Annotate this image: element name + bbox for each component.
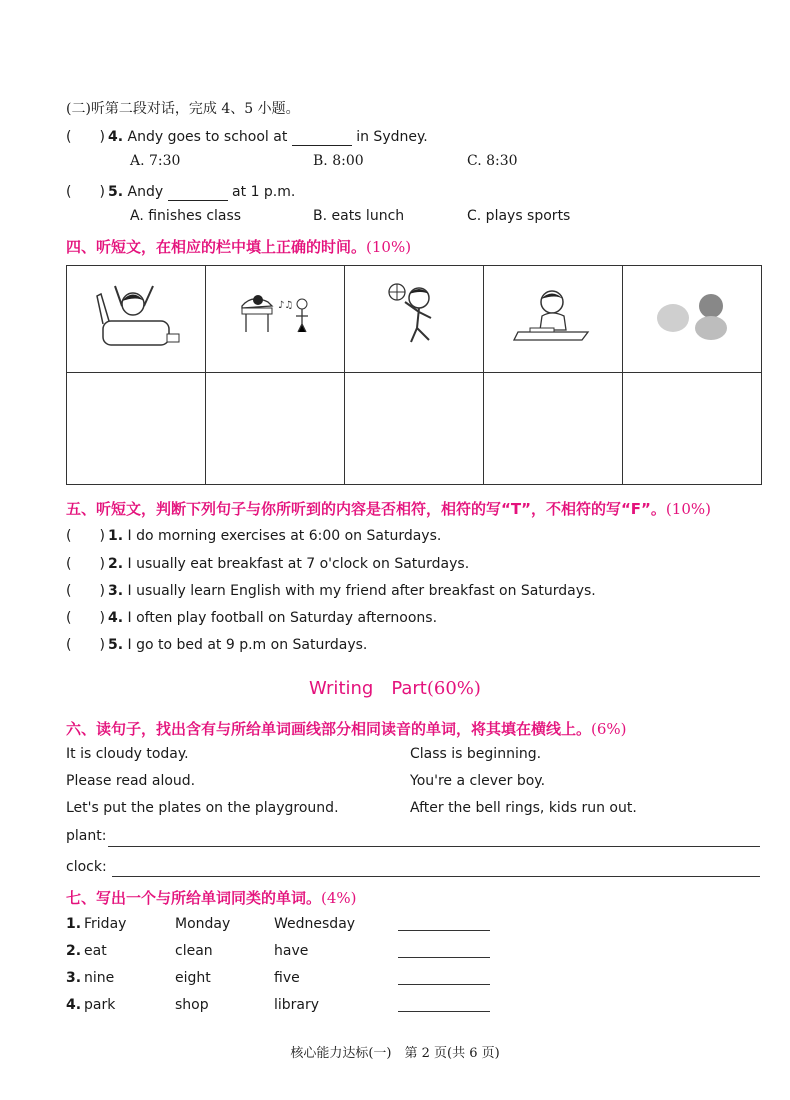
section-title-text: 六、读句子，找出含有与所给单词画线部分相同读音的单词，将其填在横线上。 — [66, 720, 592, 738]
section6-title — [66, 718, 627, 739]
answer-line[interactable] — [398, 957, 490, 958]
answer-blank[interactable] — [168, 186, 228, 201]
time-answer-cell-2[interactable] — [206, 373, 345, 485]
question-text-post: in Sydney. — [356, 129, 428, 145]
item-number: 4. — [108, 610, 124, 626]
question-5 — [66, 181, 295, 201]
word-1: eat — [84, 943, 107, 959]
item-text: I often play football on Saturday afternoons. — [127, 610, 438, 626]
item-text: I usually learn English with my friend after breakfast on Saturdays. — [127, 583, 596, 599]
answer-paren[interactable]: ( ) — [66, 129, 105, 145]
item-text: I do morning exercises at 6:00 on Saturdays. — [127, 528, 442, 544]
tf-item-3 — [66, 580, 596, 600]
section-title-text: 五、听短文，判断下列句子与你所听到的内容是否相符，相符的写“T”，不相符的写“F”。 — [66, 500, 666, 518]
option-a[interactable]: A. 7:30 — [130, 153, 181, 169]
sentence-right-3: After the bell rings, kids run out. — [410, 800, 637, 816]
picture-cell-3 — [345, 266, 484, 373]
item-number: 3. — [108, 583, 124, 599]
word-2: clean — [175, 943, 213, 959]
word-3: have — [274, 943, 309, 959]
answer-line[interactable] — [398, 984, 490, 985]
picture-cell-1 — [67, 266, 206, 373]
time-answer-cell-1[interactable] — [67, 373, 206, 485]
row-number: 3. — [66, 970, 82, 986]
picture-cell-4 — [484, 266, 623, 373]
writing-part-header — [0, 674, 790, 700]
section-title-text: 七、写出一个与所给单词同类的单词。 — [66, 889, 322, 907]
option-b[interactable]: B. 8:00 — [313, 153, 364, 169]
question-text-pre: Andy — [127, 184, 164, 200]
answer-paren[interactable]: ( ) — [66, 556, 105, 572]
answer-paren[interactable]: ( ) — [66, 528, 105, 544]
svg-text:♪♫: ♪♫ — [278, 300, 294, 311]
time-fill-table — [66, 265, 762, 485]
answer-paren[interactable]: ( ) — [66, 184, 105, 200]
item-text: I go to bed at 9 p.m on Saturdays. — [127, 637, 368, 653]
answer-blank[interactable] — [292, 131, 352, 146]
option-c[interactable]: C. 8:30 — [467, 153, 518, 169]
clock-answer-line[interactable] — [112, 876, 760, 877]
section-title-text: 四、听短文，在相应的栏中填上正确的时间。 — [66, 238, 367, 256]
word-2: eight — [175, 970, 211, 986]
option-b[interactable]: B. eats lunch — [313, 208, 405, 224]
item-text: I usually eat breakfast at 7 o'clock on Saturdays. — [127, 556, 470, 572]
sentence-left-2: Please read aloud. — [66, 773, 196, 789]
word-1: Friday — [84, 916, 127, 932]
row-number: 1. — [66, 916, 82, 932]
answer-line[interactable] — [398, 1011, 490, 1012]
section-score: (10%) — [366, 238, 412, 256]
time-answer-cell-5[interactable] — [623, 373, 762, 485]
picture-cell-5 — [623, 266, 762, 373]
sentence-right-1: Class is beginning. — [410, 746, 542, 762]
question-number: 5. — [108, 184, 124, 200]
word-3: five — [274, 970, 300, 986]
question-text-pre: Andy goes to school at — [127, 129, 288, 145]
writing-part-label: Writing Part — [309, 678, 427, 699]
row-number: 2. — [66, 943, 82, 959]
boy-playing-basketball-icon — [345, 266, 483, 368]
section-score: (4%) — [321, 889, 357, 907]
word-clock-label: clock: — [66, 859, 107, 875]
word-2: Monday — [175, 916, 231, 932]
blurred-picture-icon — [623, 266, 761, 368]
option-a[interactable]: A. finishes class — [130, 208, 242, 224]
section-score: (6%) — [591, 720, 627, 738]
answer-paren[interactable]: ( ) — [66, 637, 105, 653]
section7-title — [66, 887, 357, 908]
boy-writing-at-desk-icon — [484, 266, 622, 368]
sentence-right-2: You're a clever boy. — [410, 773, 546, 789]
item-number: 1. — [108, 528, 124, 544]
time-answer-cell-3[interactable] — [345, 373, 484, 485]
picture-cell-2 — [206, 266, 345, 373]
row-number: 4. — [66, 997, 82, 1013]
item-number: 2. — [108, 556, 124, 572]
word-3: Wednesday — [274, 916, 356, 932]
word-1: park — [84, 997, 116, 1013]
answer-paren[interactable]: ( ) — [66, 610, 105, 626]
word-2: shop — [175, 997, 209, 1013]
sentence-left-1: It is cloudy today. — [66, 746, 189, 762]
page-footer: 核心能力达标(一) 第 2 页(共 6 页) — [290, 1046, 500, 1061]
word-3: library — [274, 997, 320, 1013]
listening2-heading: (二)听第二段对话，完成 4、5 小题。 — [66, 101, 300, 117]
time-answer-cell-4[interactable] — [484, 373, 623, 485]
question-4 — [66, 126, 428, 146]
item-number: 5. — [108, 637, 124, 653]
sentence-left-3: Let's put the plates on the playground. — [66, 800, 339, 816]
question-text-post: at 1 p.m. — [232, 184, 296, 200]
boy-waking-in-bed-icon — [67, 266, 205, 368]
section-score: (10%) — [665, 500, 711, 518]
answer-paren[interactable]: ( ) — [66, 583, 105, 599]
boy-playing-piano-icon — [206, 266, 344, 368]
section5-title — [66, 498, 711, 519]
section4-title — [66, 236, 411, 257]
option-c[interactable]: C. plays sports — [467, 208, 571, 224]
writing-part-score: (60%) — [426, 678, 481, 699]
plant-answer-line[interactable] — [108, 846, 760, 847]
tf-item-2 — [66, 553, 469, 573]
answer-line[interactable] — [398, 930, 490, 931]
word-1: nine — [84, 970, 115, 986]
word-plant-label: plant: — [66, 828, 107, 844]
question-number: 4. — [108, 129, 124, 145]
tf-item-4 — [66, 607, 437, 627]
tf-item-1 — [66, 525, 441, 545]
tf-item-5 — [66, 634, 367, 654]
